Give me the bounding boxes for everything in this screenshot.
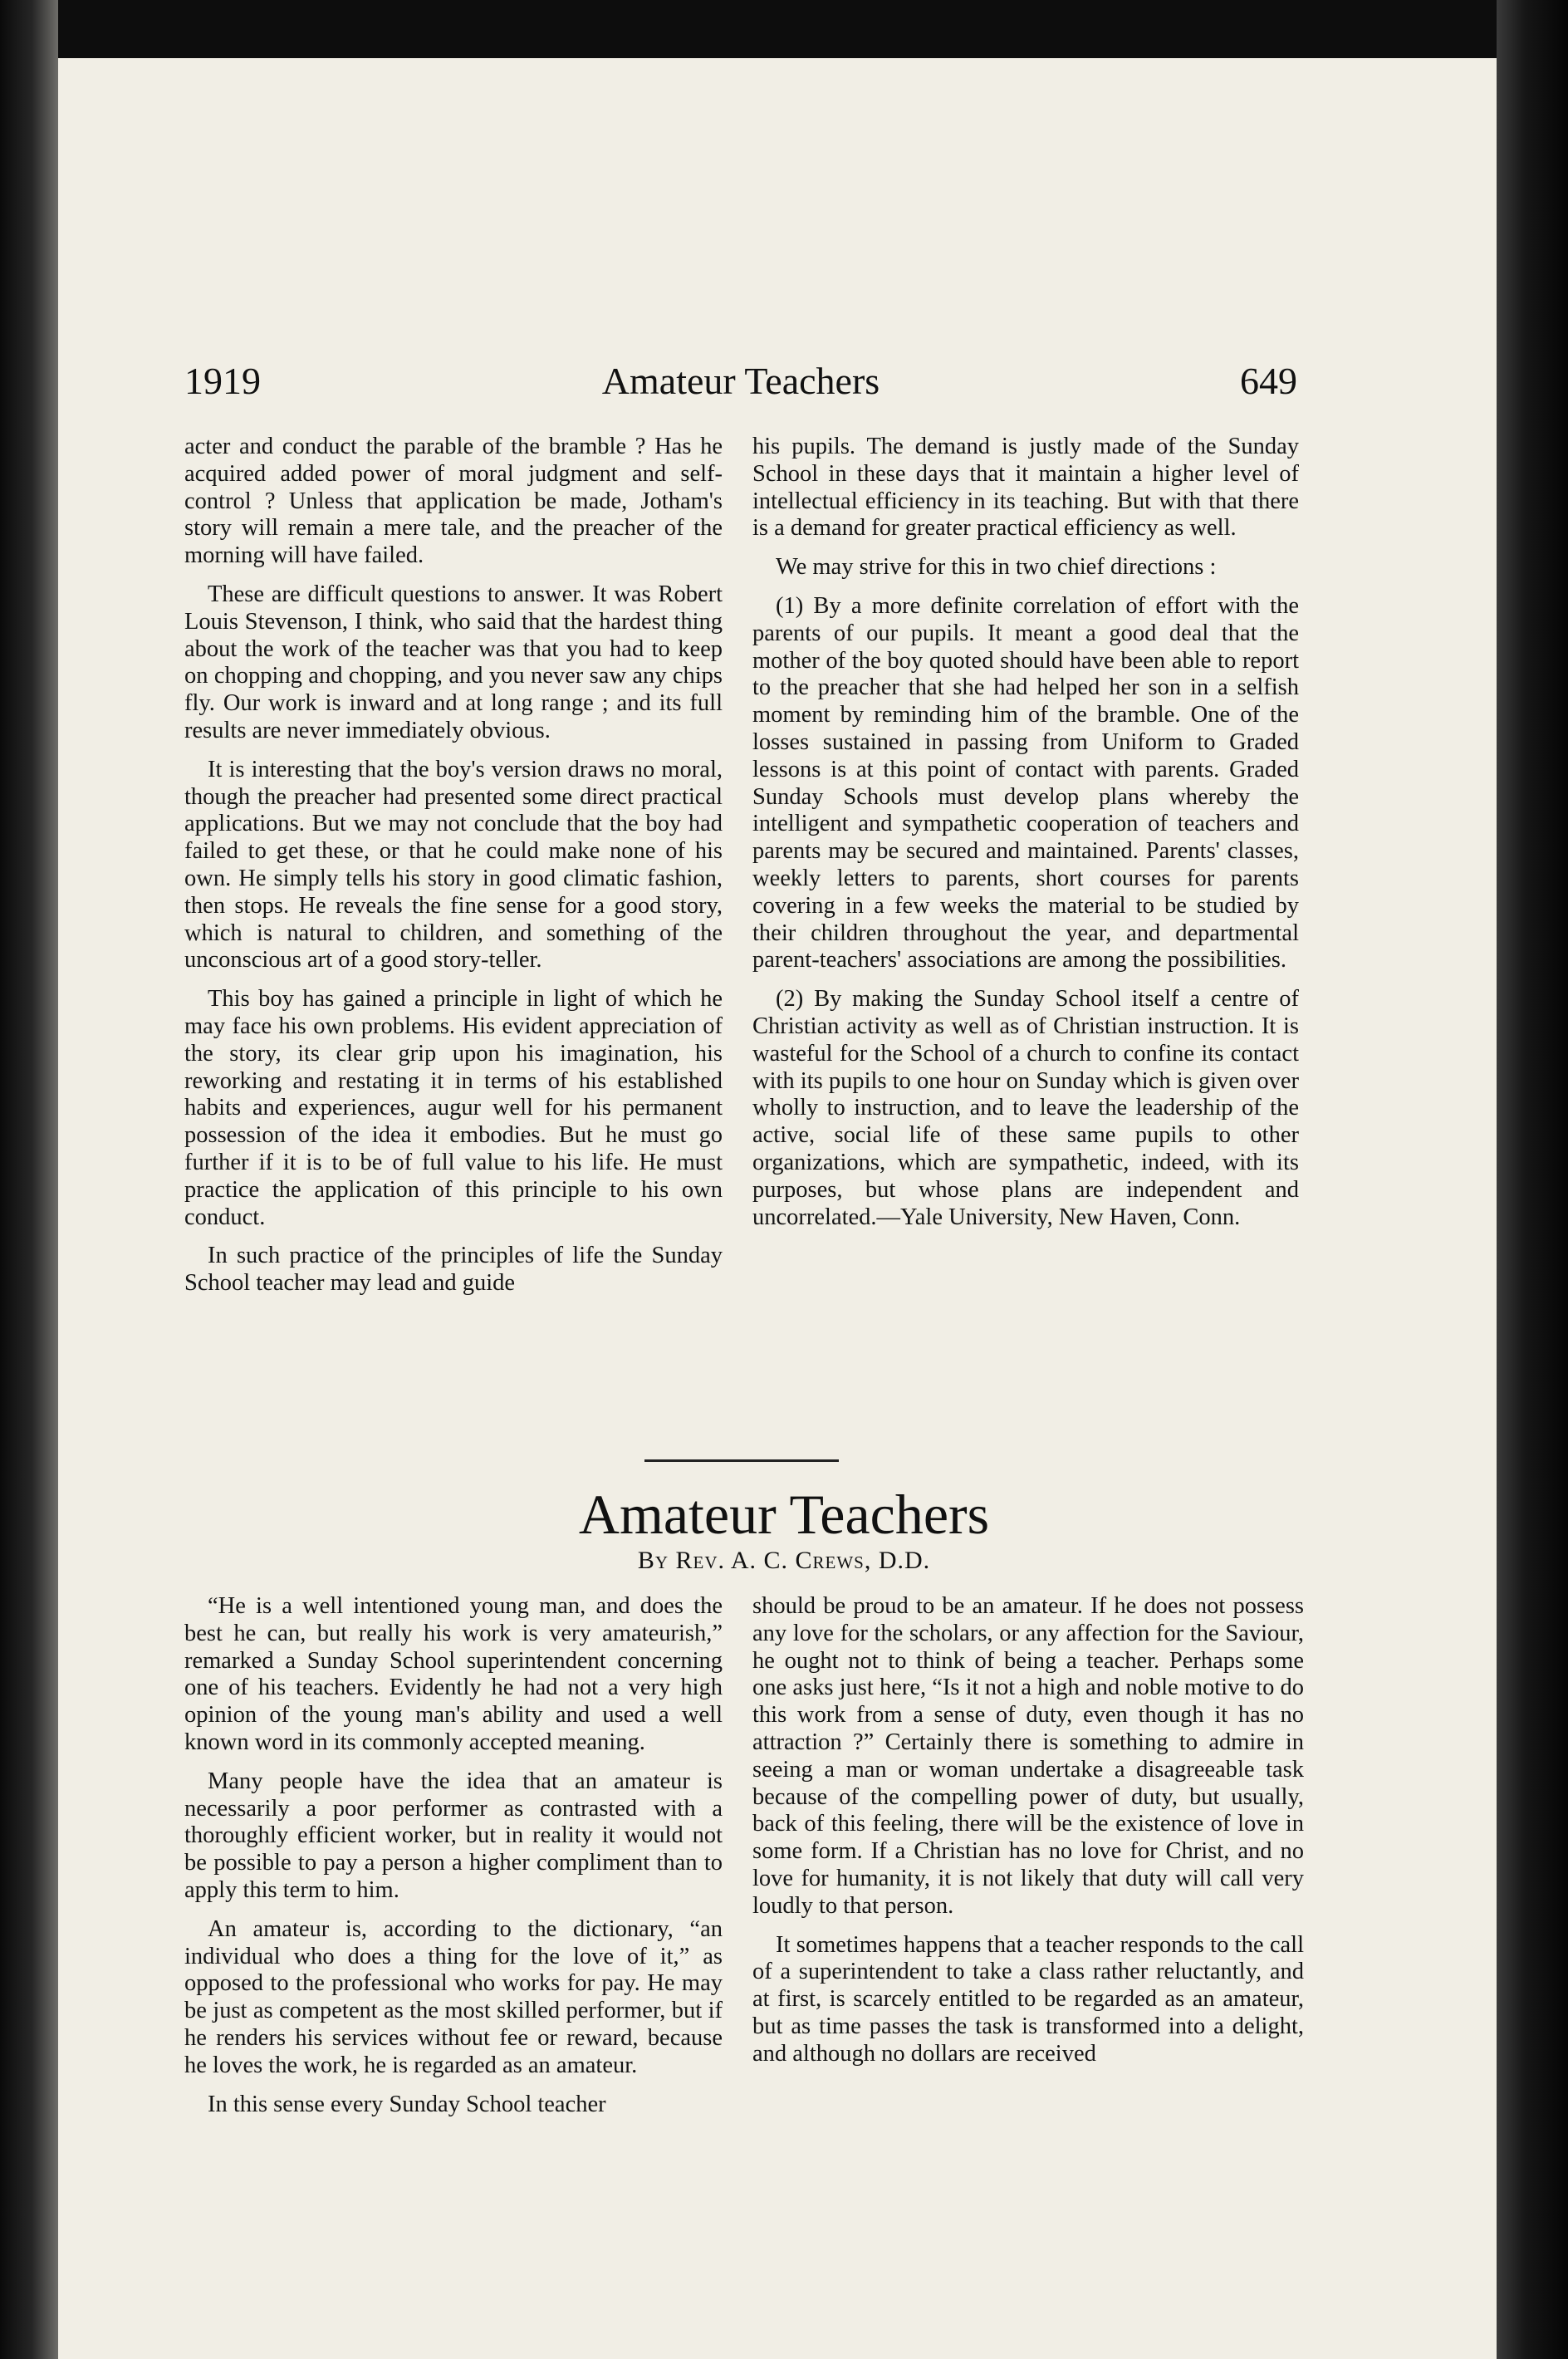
upper-right-column [752,434,1299,1231]
running-head-year: 1919 [184,360,261,402]
paragraph: acter and conduct the parable of the bramble ? Has he acquired added power of moral judgment and self-control ? Unless that application be made, Jotham's story will remain a mere tale, and the preacher of the morning will have failed. [184,434,723,569]
paragraph: These are difficult questions to answer. It was Robert Louis Stevenson, I think, who said that the hardest thing about the work of the teacher was that you had to keep on chopping and chopping, and you never saw any chips fly. Our work is inward and at long range ; and its full results are never immediately obvious. [184,581,723,743]
paragraph: An amateur is, according to the dictionary, “an individual who does a thing for the love of it,” as opposed to the professional who works for pay. He may be just as competent as the most skilled performer, but if he renders his services without fee or reward, because he loves the work, he is regarded as an amateur. [184,1915,723,2078]
paragraph: (2) By making the Sunday School itself a centre of Christian activity as well as of Christian instruction. It is wasteful for the School of a church to confine its contact with its pupils to one hour on Sunday which is given over wholly to instruction, and to leave the leadership of the active, social life of these same pupils to other organizations, which are sympathetic, indeed, with its purposes, but whose plans are independent and uncorrelated.—Yale University, New Haven, Conn. [752,986,1299,1230]
paragraph: It is interesting that the boy's version draws no moral, though the preacher had presented some direct practical applications. But we may not conclude that the boy had failed to get these, or that he could make none of his own. He simply tells his story in good climatic fashion, then stops. He reveals the fine sense for a good story, which is natural to children, and something of the unconscious art of a good story-teller. [184,756,723,974]
paragraph: “He is a well intentioned young man, and does the best he can, but really his work is very amateurish,” remarked a Sunday School superintendent concerning one of his teachers. Evidently he had not a very high opinion of the young man's ability and used a well known word in its commonly accepted meaning. [184,1593,723,1755]
paragraph: should be proud to be an amateur. If he does not possess any love for the scholars, or any affection for the Saviour, he ought not to think of being a teacher. Perhaps some one asks just here, “Is it not a high and noble motive to do this work from a sense of duty, even though it has no attraction ?” Certainly there is something to admire in seeing a man or woman undertake a disagreeable task because of the compelling power of duty, but usually, back of this feeling, there will be the existence of love in some form. If a Christian has no love for Christ, and no love for humanity, it is not likely that duty will call very loudly to that person. [752,1593,1304,1919]
running-head [184,359,1297,417]
paragraph: It sometimes happens that a teacher responds to the call of a superintendent to take a class rather reluctantly, and at first, is scarcely entitled to be regarded as an amateur, but as time passes the task is transformed into a delight, and although no dollars are received [752,1931,1304,2067]
paragraph: (1) By a more definite correlation of effort with the parents of our pupils. It meant a good deal that the mother of the boy quoted should have been able to report to the preacher that she had helped her son in a selfish moment by reminding him of the bramble. One of the losses sustained in passing from Uniform to Graded lessons is at this point of contact with parents. Graded Sunday Schools must develop plans whereby the intelligent and sympathetic cooperation of teachers and parents may be secured and maintained. Parents' classes, weekly letters to parents, short courses for parents covering in a few weeks the material to be studied by their children throughout the year, and departmental parent-teachers' associations are among the possibilities. [752,592,1299,974]
page-number: 649 [1240,360,1297,402]
paragraph: We may strive for this in two chief directions : [776,554,1217,581]
scan-left-margin [0,0,58,2359]
lower-left-column [184,1593,723,2118]
paragraph: In this sense every Sunday School teacher [208,2091,606,2117]
paragraph: In such practice of the principles of life the Sunday School teacher may lead and guide [184,1243,723,1297]
section-divider [644,1459,839,1462]
paragraph: his pupils. The demand is justly made of the Sunday School in these days that it maintain a higher level of intellectual efficiency in its teaching. But with that there is a demand for greater practical efficiency as well. [752,434,1299,542]
article-byline: By Rev. A. C. Crews, D.D. [637,1547,931,1574]
running-head-title: Amateur Teachers [601,360,880,402]
upper-left-column [184,434,723,1297]
paragraph: This boy has gained a principle in light of which he may face his own problems. His evident appreciation of the story, its clear grip upon his imagination, his reworking and restating it in terms of his established habits and experiences, augur well for his permanent possession of the idea it embodies. But he must go further if it is to be of full value to his life. He must practice the application of this principle to his own conduct. [184,986,723,1230]
paragraph: Many people have the idea that an amateur is necessarily a poor performer as contrasted with a thoroughly efficient worker, but in reality it would not be possible to pay a person a higher compliment than to apply this term to him. [184,1768,723,1903]
article-title: Amateur Teachers [578,1483,990,1546]
lower-right-column [752,1593,1304,2068]
scan-right-margin [1497,0,1568,2359]
